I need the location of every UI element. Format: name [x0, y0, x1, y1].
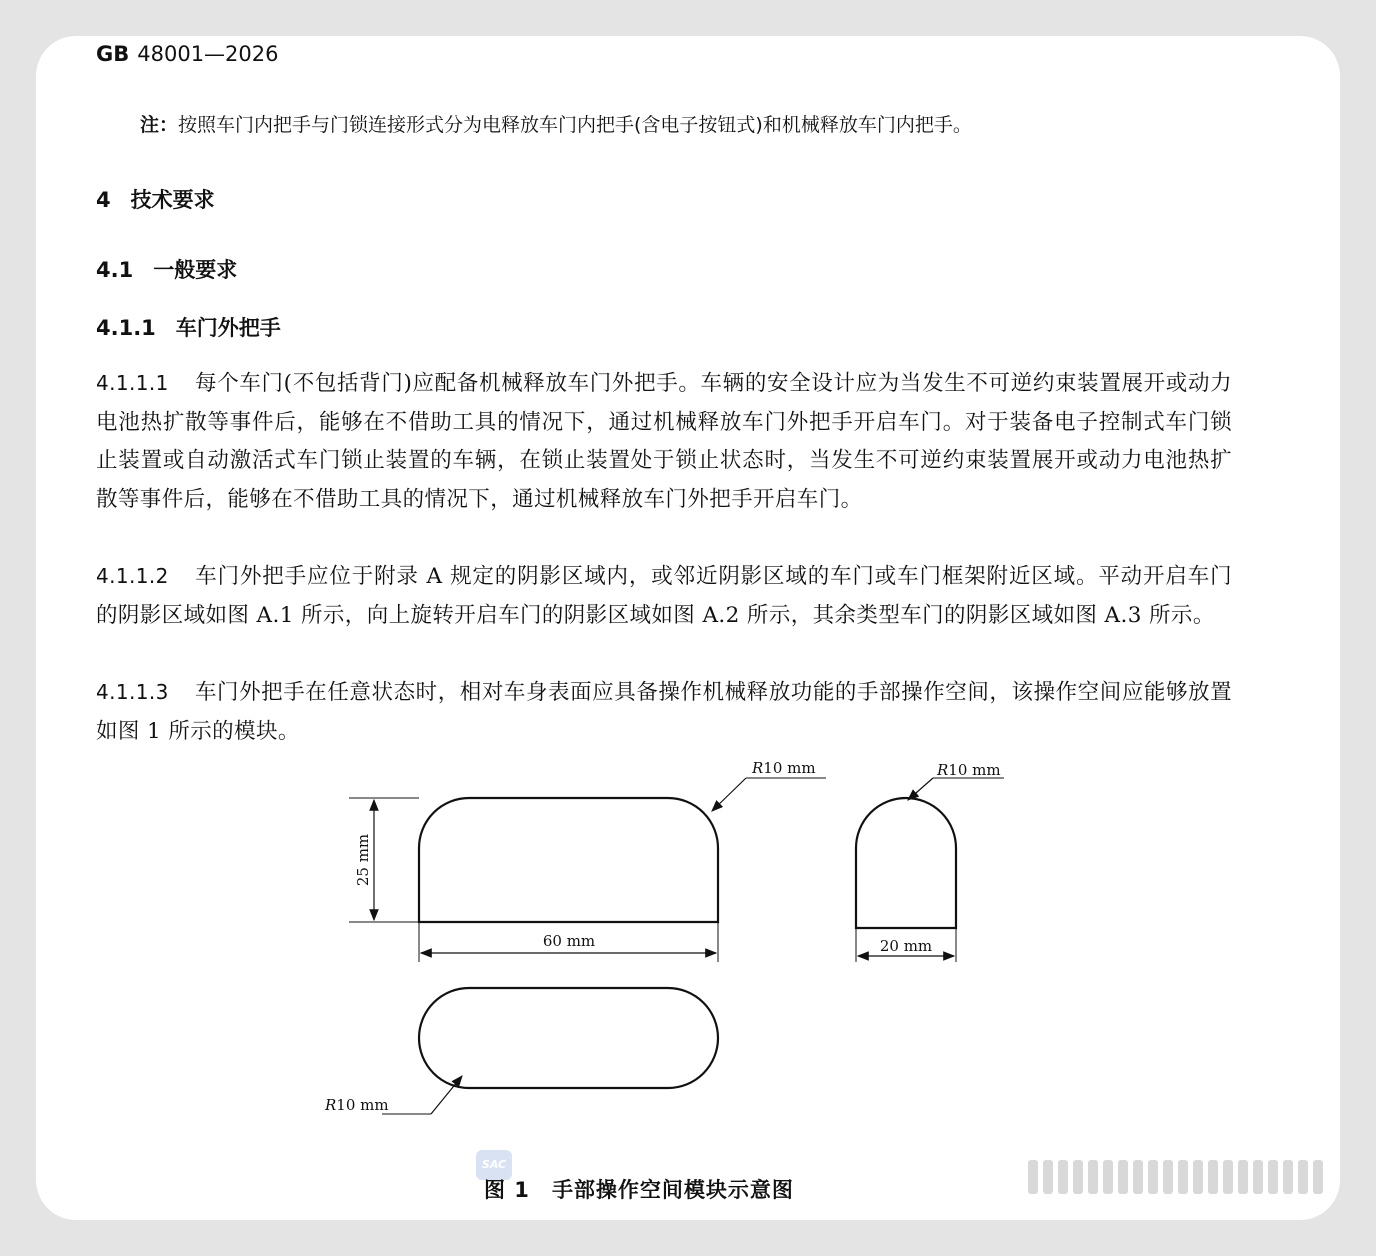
watermark-bar: [1178, 1160, 1188, 1194]
watermark-bar: [1268, 1160, 1278, 1194]
section-heading-4: 4 技术要求: [96, 188, 215, 212]
radius-label-large: R10 mm: [752, 759, 816, 777]
watermark-bar: [1313, 1160, 1323, 1194]
standard-code: GB 48001—2026: [96, 42, 279, 66]
note-line: 注：按照车门内把手与门锁连接形式分为电释放车门内把手(含电子按钮式)和机械释放车门内把手。: [140, 114, 972, 136]
radius-label-bar: R10 mm: [325, 1096, 389, 1114]
watermark-bar: [1238, 1160, 1248, 1194]
watermark-bar: [1208, 1160, 1218, 1194]
dim-height-label: 25 mm: [354, 833, 372, 887]
document-page: [36, 36, 1340, 1220]
figure-caption: 图 1 手部操作空间模块示意图: [484, 1178, 794, 1202]
module-large-outline: [419, 798, 718, 922]
watermark-bar: [1283, 1160, 1293, 1194]
watermark-bar: [1163, 1160, 1173, 1194]
hand-module-figure: [36, 36, 1340, 1220]
radius-label-small: R10 mm: [937, 761, 1001, 779]
watermark-bar: [1133, 1160, 1143, 1194]
module-small-outline: [856, 798, 956, 928]
watermark-bar: [1148, 1160, 1158, 1194]
section-heading-4-1-1: 4.1.1 车门外把手: [96, 316, 281, 340]
watermark-bar: [1193, 1160, 1203, 1194]
sac-logo: SAC: [476, 1150, 512, 1180]
watermark-bar: [1253, 1160, 1263, 1194]
section-heading-4-1: 4.1 一般要求: [96, 258, 238, 282]
watermark-logo: [1028, 1160, 1340, 1194]
dim-width-small-label: 20 mm: [879, 937, 933, 955]
watermark-bar: [1073, 1160, 1083, 1194]
watermark-bar: [1088, 1160, 1098, 1194]
clause-4-1-1-3: 4.1.1.3 车门外把手在任意状态时，相对车身表面应具备操作机械释放功能的手部操作空间，该操作空间应能够放置如图 1 所示的模块。: [96, 680, 1232, 744]
watermark-bar: [1043, 1160, 1053, 1194]
module-bar-outline: [419, 988, 718, 1088]
watermark-bar: [1058, 1160, 1068, 1194]
watermark-bar: [1223, 1160, 1233, 1194]
clause-4-1-1-2: 4.1.1.2 车门外把手应位于附录 A 规定的阴影区域内，或邻近阴影区域的车门或车门框架附近区域。平动开启车门的阴影区域如图 A.1 所示，向上旋转开启车门的阴影区域如图 A.2 所示，其余类型车门的阴影区域如图 A.3 所示。: [96, 564, 1232, 628]
clause-4-1-1-1: 4.1.1.1 每个车门(不包括背门)应配备机械释放车门外把手。车辆的安全设计应为当发生不可逆约束装置展开或动力电池热扩散等事件后，能够在不借助工具的情况下，通过机械释放车门外把手开启车门。对于装备电子控制式车门锁止装置或自动激活式车门锁止装置的车辆，在锁止装置处于锁止状态时，当发生不可逆约束装置展开或动力电池热扩散等事件后，能够在不借助工具的情况下，通过机械释放车门外把手开启车门。: [96, 371, 1232, 512]
dim-width-large-label: 60 mm: [542, 932, 596, 950]
watermark-bar: [1103, 1160, 1113, 1194]
watermark-bar: [1118, 1160, 1128, 1194]
watermark-bar: [1028, 1160, 1038, 1194]
watermark-bar: [1298, 1160, 1308, 1194]
